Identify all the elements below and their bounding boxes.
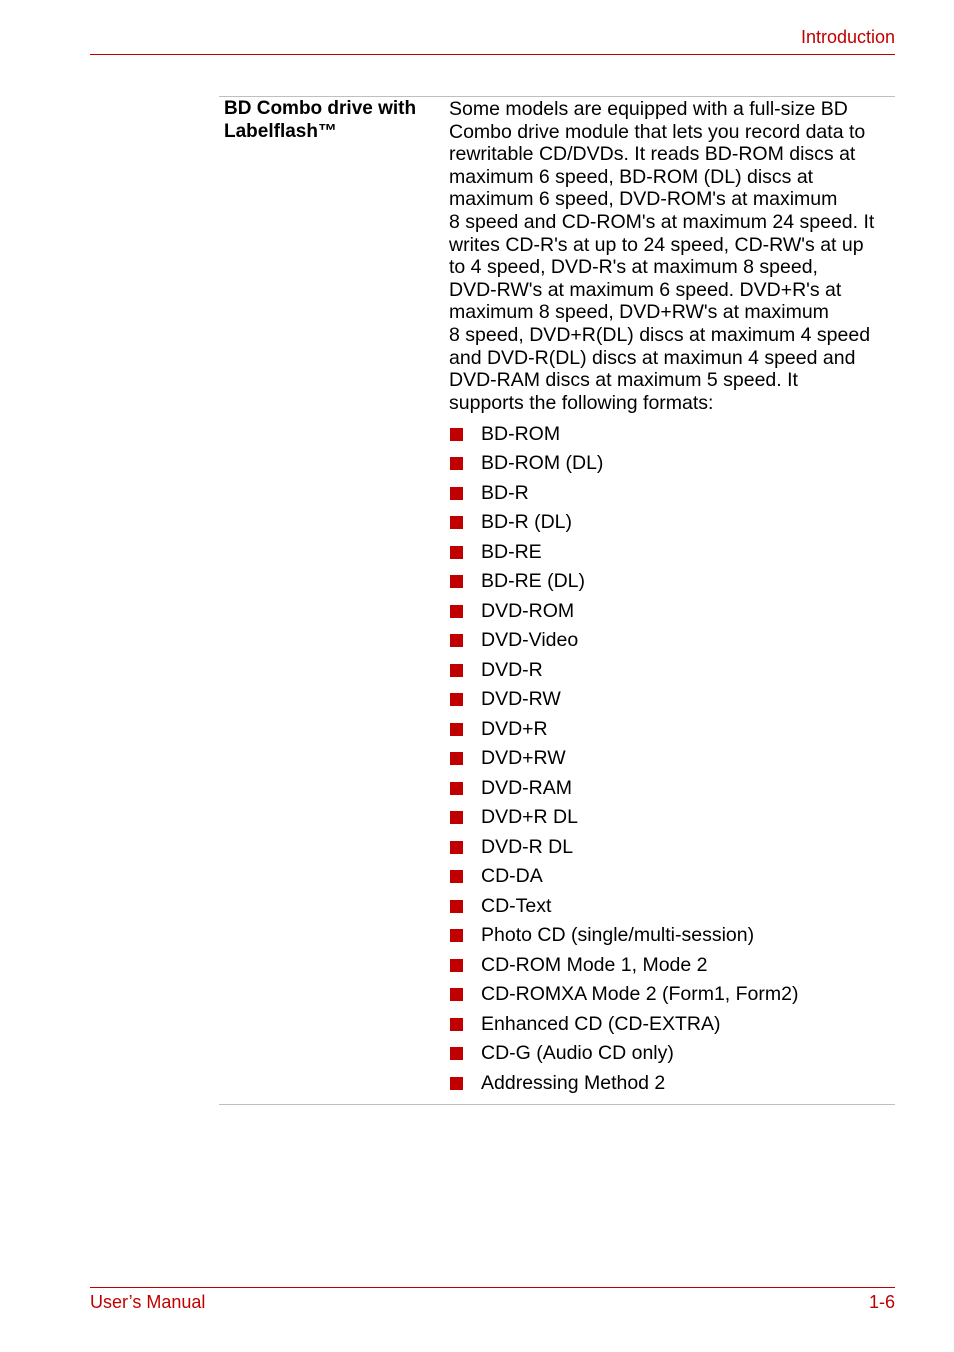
list-item xyxy=(449,891,889,921)
list-item-label: BD-R xyxy=(481,481,529,504)
format-list xyxy=(449,419,889,1098)
list-item xyxy=(449,714,889,744)
square-bullet-icon xyxy=(450,988,463,1001)
list-item xyxy=(449,1039,889,1069)
list-item-label: BD-RE (DL) xyxy=(481,570,586,593)
square-bullet-icon xyxy=(450,811,463,824)
list-item xyxy=(449,980,889,1010)
square-bullet-icon xyxy=(450,929,463,942)
list-item-label: DVD+R xyxy=(481,717,548,740)
list-item-label: CD-G (Audio CD only) xyxy=(481,1042,674,1065)
term-label: BD Combo drive with Labelflash™ xyxy=(224,98,417,142)
list-item-label: DVD-R xyxy=(481,658,543,681)
list-item-label: DVD-R DL xyxy=(481,835,574,858)
list-item-label: BD-R (DL) xyxy=(481,511,572,534)
list-item xyxy=(449,950,889,980)
list-item-label: Addressing Method 2 xyxy=(481,1071,666,1094)
table-row xyxy=(219,97,895,1104)
square-bullet-icon xyxy=(450,752,463,765)
list-item-label: Photo CD (single/multi-session) xyxy=(481,924,755,947)
square-bullet-icon xyxy=(450,1077,463,1090)
square-bullet-icon xyxy=(450,634,463,647)
header-divider xyxy=(90,54,895,55)
square-bullet-icon xyxy=(450,605,463,618)
list-item xyxy=(449,832,889,862)
list-item xyxy=(449,655,889,685)
term-description xyxy=(449,98,895,1098)
list-item-label: BD-ROM xyxy=(481,422,561,445)
list-item-label: CD-ROM Mode 1, Mode 2 xyxy=(481,953,708,976)
list-item xyxy=(449,773,889,803)
list-item-label: DVD+RW xyxy=(481,747,566,770)
list-item xyxy=(449,685,889,715)
list-item xyxy=(449,478,889,508)
square-bullet-icon xyxy=(450,428,463,441)
list-item xyxy=(449,744,889,774)
list-item-label: DVD-RW xyxy=(481,688,561,711)
list-item xyxy=(449,567,889,597)
list-item xyxy=(449,1009,889,1039)
list-item xyxy=(449,419,889,449)
list-item xyxy=(449,1068,889,1098)
list-item xyxy=(449,508,889,538)
square-bullet-icon xyxy=(450,959,463,972)
manual-label: User’s Manual xyxy=(90,1292,206,1312)
list-item xyxy=(449,449,889,479)
list-item xyxy=(449,596,889,626)
square-bullet-icon xyxy=(450,546,463,559)
list-item-label: BD-RE xyxy=(481,540,542,563)
list-item-label: CD-DA xyxy=(481,865,543,888)
spec-table xyxy=(219,96,895,1105)
square-bullet-icon xyxy=(450,1047,463,1060)
list-item-label: DVD-RAM xyxy=(481,776,572,799)
square-bullet-icon xyxy=(450,457,463,470)
square-bullet-icon xyxy=(450,516,463,529)
square-bullet-icon xyxy=(450,782,463,795)
square-bullet-icon xyxy=(450,487,463,500)
square-bullet-icon xyxy=(450,723,463,736)
list-item-label: DVD-ROM xyxy=(481,599,575,622)
page-number: 1-6 xyxy=(868,1292,895,1312)
list-item xyxy=(449,803,889,833)
list-item-label: CD-Text xyxy=(481,894,552,917)
list-item-label: CD-ROMXA Mode 2 (Form1, Form2) xyxy=(481,983,799,1006)
square-bullet-icon xyxy=(450,900,463,913)
section-title: Introduction xyxy=(800,27,895,47)
square-bullet-icon xyxy=(450,1018,463,1031)
list-item-label: Enhanced CD (CD-EXTRA) xyxy=(481,1012,721,1035)
list-item xyxy=(449,626,889,656)
list-item-label: DVD-Video xyxy=(481,629,579,652)
square-bullet-icon xyxy=(450,870,463,883)
square-bullet-icon xyxy=(450,841,463,854)
list-item xyxy=(449,537,889,567)
list-item xyxy=(449,862,889,892)
footer-divider xyxy=(90,1287,895,1288)
list-item-label: BD-ROM (DL) xyxy=(481,452,604,475)
square-bullet-icon xyxy=(450,693,463,706)
square-bullet-icon xyxy=(450,664,463,677)
list-item-label: DVD+R DL xyxy=(481,806,578,829)
list-item xyxy=(449,921,889,951)
square-bullet-icon xyxy=(450,575,463,588)
description-text: Some models are equipped with a full-size BD Combo drive module that lets you record data to rewritable CD/DVDs. It reads BD-ROM discs at maximum 6 speed, BD-ROM (DL) discs at maximum 6 speed, DVD-ROM's at maximum 8 speed and CD-ROM's at maximum 24 speed. It writes CD-R's at up to 24 speed, CD-RW's at up to 4 speed, DVD-R's at maximum 8 speed, DVD-RW's at maximum 6 speed. DVD+R's at maximum 8 speed, DVD+RW's at maximum 8 speed, DVD+R(DL) discs at maximum 4 speed and DVD-R(DL) discs at maximun 4 speed and DVD-RAM discs at maximum 5 speed. It supports the following formats: xyxy=(449,98,875,414)
